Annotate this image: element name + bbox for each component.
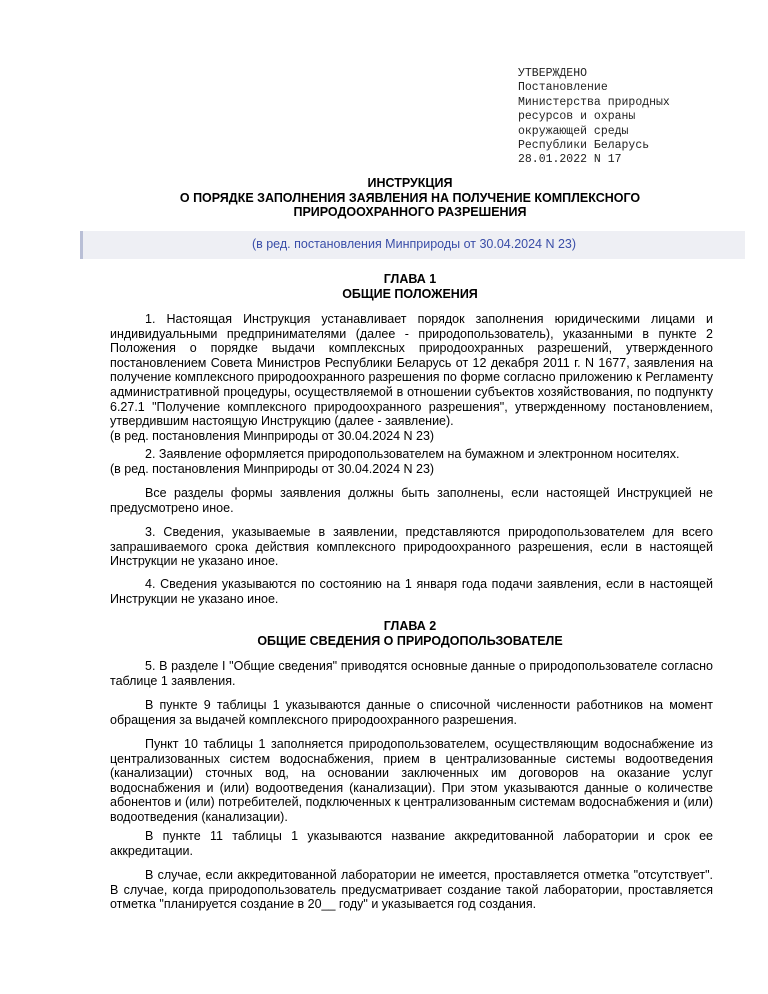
approval-line: Постановление [518, 81, 608, 95]
revision-link[interactable]: (в ред. постановления Минприроды от 30.04.2024 N 23) [251, 237, 577, 251]
chapter-number: ГЛАВА 2 [383, 619, 437, 633]
paragraph-5 [110, 659, 713, 688]
title-line-2: О ПОРЯДКЕ ЗАПОЛНЕНИЯ ЗАЯВЛЕНИЯ НА ПОЛУЧЕНИЕ КОМПЛЕКСНОГО [179, 190, 641, 205]
paragraph-text: 5. В разделе I "Общие сведения" приводятся основные данные о природопользователе согласно таблице 1 заявления. [110, 659, 713, 688]
paragraph-2 [110, 447, 713, 476]
chapter-name: ОБЩИЕ ПОЛОЖЕНИЯ [342, 286, 478, 301]
approval-stamp [518, 67, 670, 168]
approval-line: 28.01.2022 N 17 [518, 153, 622, 167]
paragraph-text: В случае, если аккредитованной лаборатории не имеется, проставляется отметка "отсутствует". В случае, когда природопользователь предусматривает создание такой лаборатории, проставляется отметка "планируется создание в 20__ году" и указывается год создания. [110, 868, 713, 912]
chapter-name: ОБЩИЕ СВЕДЕНИЯ О ПРИРОДОПОЛЬЗОВАТЕЛЕ [257, 633, 563, 648]
approval-line: Министерства природных [518, 95, 670, 109]
approval-line: окружающей среды [518, 124, 629, 138]
paragraph-5e [110, 868, 713, 912]
paragraph-3 [110, 525, 713, 569]
paragraph-text: В пункте 9 таблицы 1 указываются данные о списочной численности работников на момент обращения за выдачей комплексного природоохранного разрешения. [110, 698, 713, 727]
paragraph-5b [110, 698, 713, 727]
revision-note[interactable]: (в ред. постановления Минприроды от 30.04.2024 N 23) [110, 461, 435, 476]
paragraph-text: 4. Сведения указываются по состоянию на 1 января года подачи заявления, если в настоящей Инструкции не указано иное. [110, 577, 713, 606]
paragraph-text: 3. Сведения, указываемые в заявлении, представляются природопользователем для всего запрашиваемого срока действия комплексного природоохранного разрешения, если в настоящей Инструкции не указано иное. [110, 525, 713, 569]
approval-line: ресурсов и охраны [518, 110, 636, 124]
chapter-1-heading [110, 272, 710, 301]
paragraph-text: Пункт 10 таблицы 1 заполняется природопользователем, осуществляющим водоснабжение из централизованных систем водоснабжения, прием в централизованные системы водоотведения (канализации) сточных вод, на основании заключенных им договоров на оказание услуг водоснабжения и (или) водоотведения (канализации). При этом указываются данные о количестве абонентов и (или) потребителей, подключенных к централизованным системам водоснабжения и (или) водоотведения (канализации). [110, 737, 713, 824]
paragraph-text: В пункте 11 таблицы 1 указываются название аккредитованной лаборатории и срок ее аккредитации. [110, 829, 713, 858]
paragraph-text: 1. Настоящая Инструкция устанавливает порядок заполнения юридическими лицами и индивидуальными предпринимателями (далее - природопользователь), указанными в пункте 2 Положения о порядке выдачи комплексных природоохранных разрешений, утвержденного постановлением Совета Министров Республики Беларусь от 12 декабря 2011 г. N 1677, заявления на получение комплексного природоохранного разрешения по форме согласно приложению к Регламенту административной процедуры, осуществляемой в отношении субъектов хозяйствования, по подпункту 6.27.1 "Получение комплексного природоохранного разрешения", утвержденному постановлением, утвердившим настоящую Инструкцию (далее - заявление). [110, 312, 713, 429]
approval-line: Республики Беларусь [518, 139, 650, 153]
paragraph-5c [110, 737, 713, 825]
paragraph-5d [110, 829, 713, 858]
revision-note[interactable]: (в ред. постановления Минприроды от 30.04.2024 N 23) [110, 428, 435, 443]
title-line-3: ПРИРОДООХРАННОГО РАЗРЕШЕНИЯ [293, 205, 527, 219]
title-line-1: ИНСТРУКЦИЯ [367, 176, 453, 190]
approval-line: УТВЕРЖДЕНО [518, 67, 588, 80]
paragraph-text: 2. Заявление оформляется природопользователем на бумажном и электронном носителях. [145, 447, 680, 461]
revision-banner [80, 231, 745, 259]
chapter-2-heading [110, 619, 710, 648]
paragraph-text: Все разделы формы заявления должны быть заполнены, если настоящей Инструкцией не предусмотрено иное. [110, 486, 713, 515]
chapter-number: ГЛАВА 1 [383, 272, 437, 286]
document-title [110, 176, 710, 220]
paragraph-2b [110, 486, 713, 515]
paragraph-1 [110, 312, 713, 443]
paragraph-4 [110, 577, 713, 606]
